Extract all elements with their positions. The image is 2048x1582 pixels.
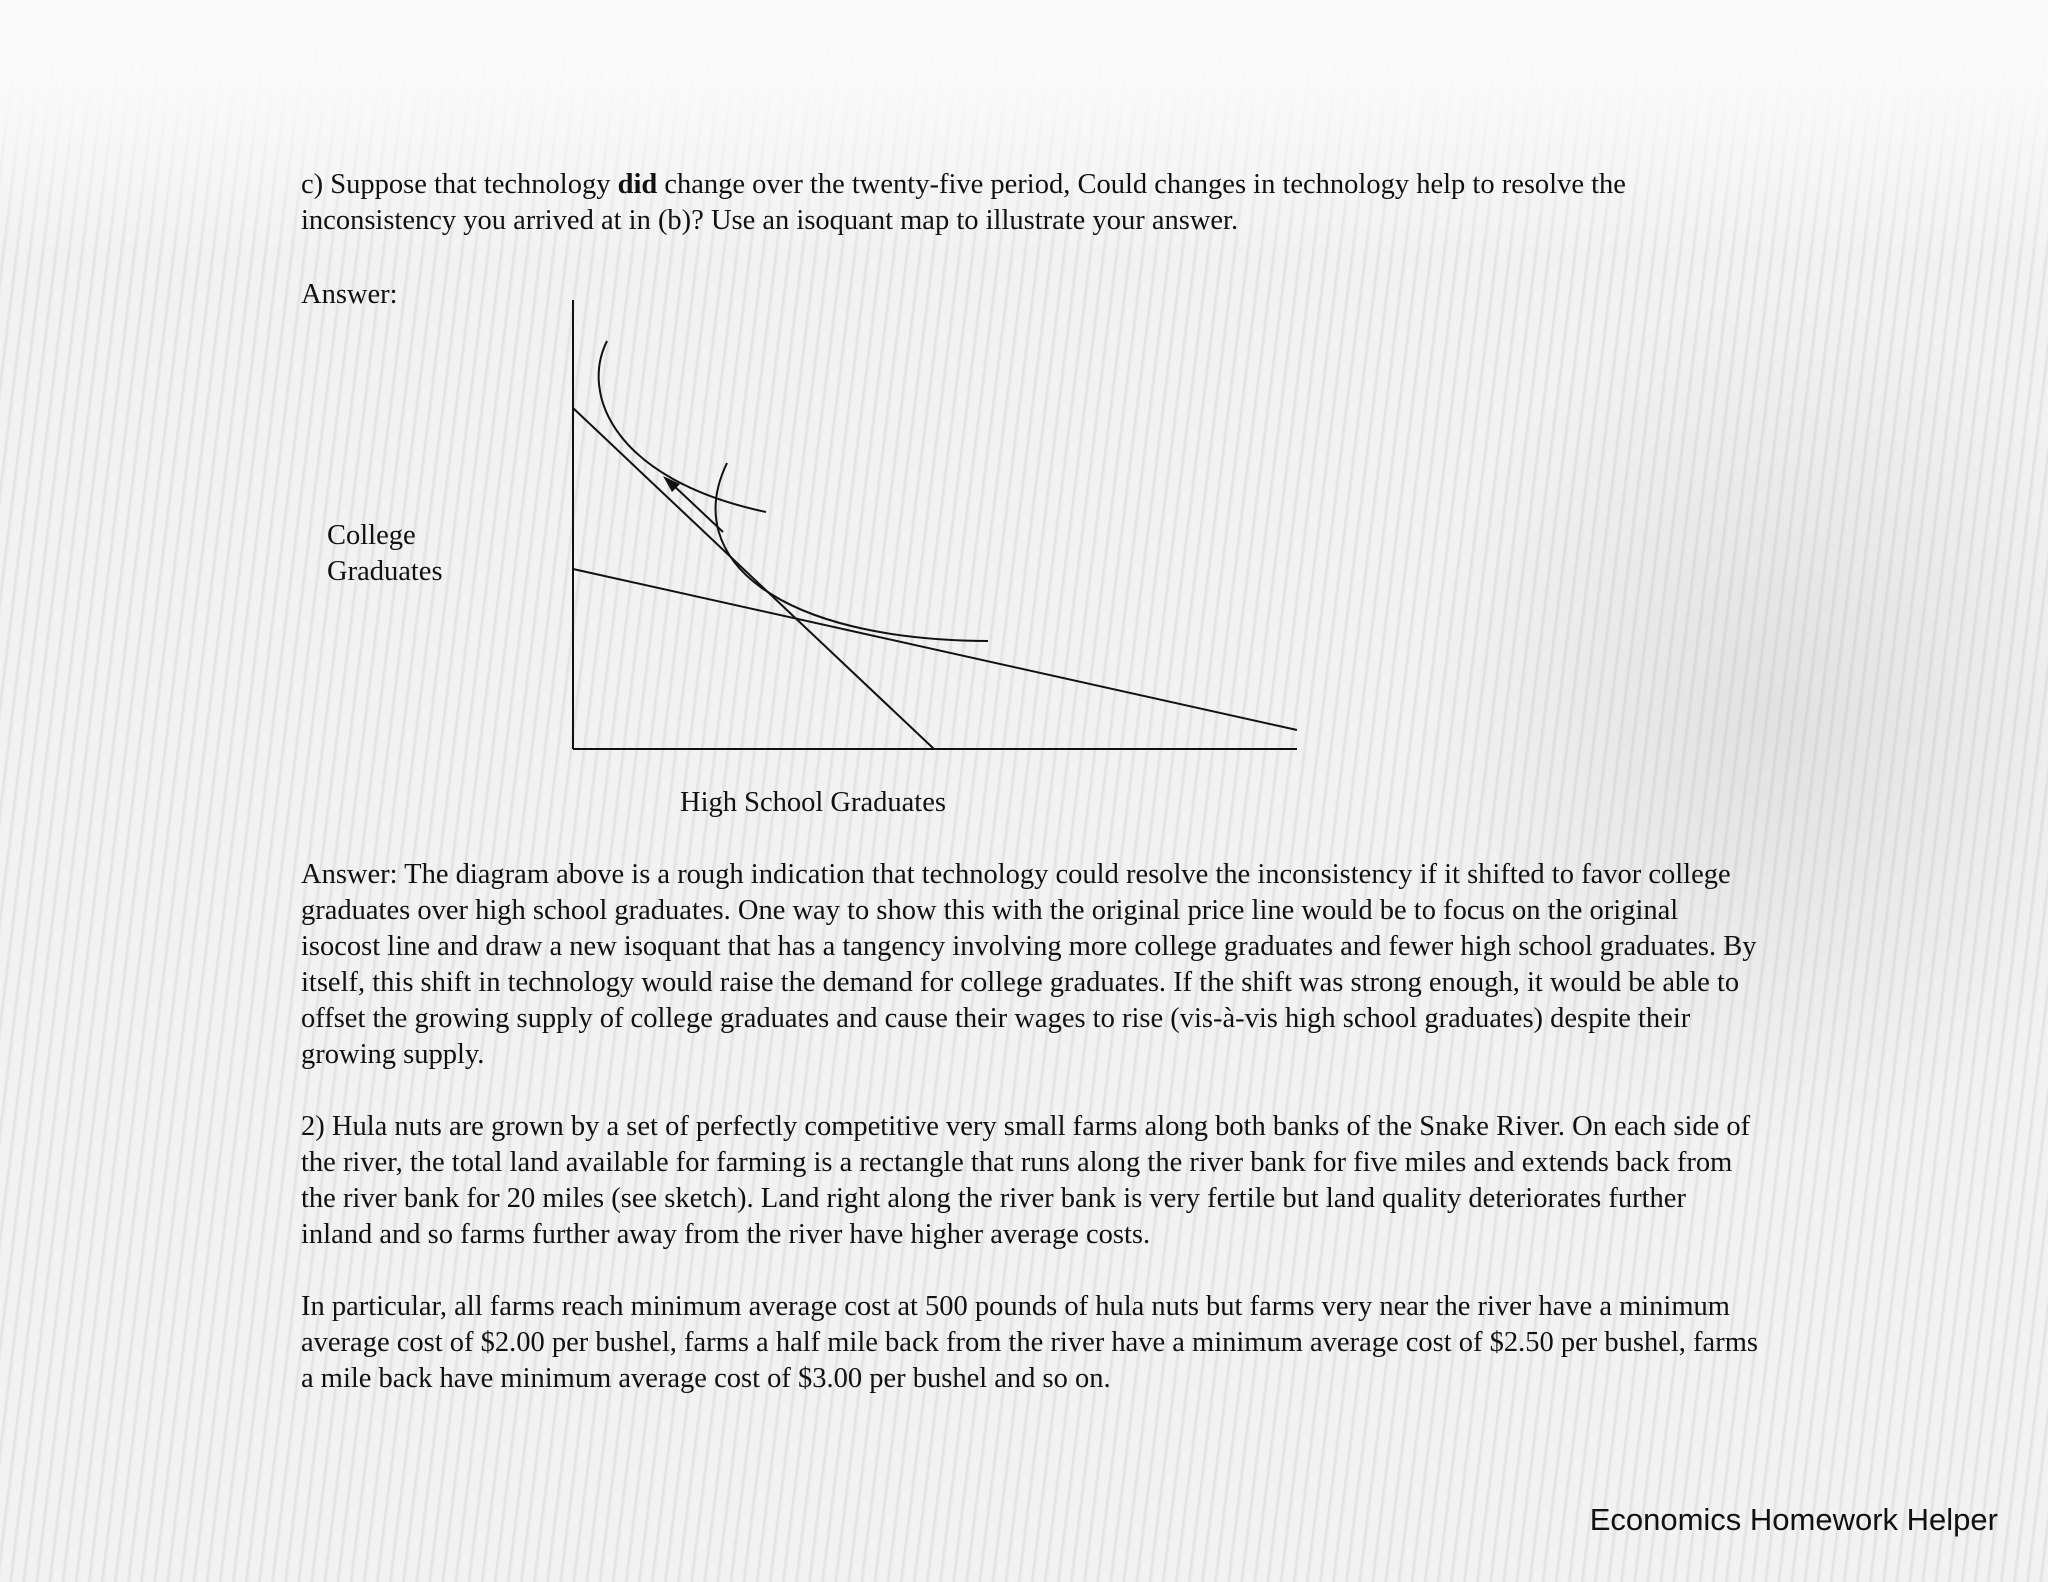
y-axis-label [327,518,443,590]
isocost-line-steep [573,408,934,749]
paragraph-gap [301,1253,1761,1289]
answer-label: Answer: [301,279,398,310]
question-c-text-start: c) Suppose that technology [301,169,618,200]
question-2-paragraph-1: 2) Hula nuts are grown by a set of perfectly competitive very small farms along both banks of the Snake River. On each side of the river, the total land available for farming is a rectangle that runs along the river bank for five miles and extends back from the river bank for 20 miles (see sketch). Land right along the river bank is very fertile but land quality deteriorates further inland and so farms further away from the river have higher average costs. [301,1111,1751,1250]
isoquant-original [716,463,988,641]
x-axis-label: High School Graduates [680,787,946,818]
question-2-paragraph-2: In particular, all farms reach minimum average cost at 500 pounds of hula nuts but farms very near the river have a minimum average cost of $2.00 per bushel, farms a half mile back from the river have a minimum average cost of $2.50 per bushel, farms a mile back have minimum average cost of $3.00 per bushel and so on. [301,1291,1758,1394]
paragraph-gap [301,1073,1761,1109]
footer-brand: Economics Homework Helper [1589,1502,1998,1537]
y-axis-label-line1: College [327,520,416,551]
isoquant-new [599,341,766,512]
question-c-bold-word: did [617,169,658,200]
isocost-line-flat [573,569,1297,730]
body-text [301,857,1761,1397]
answer-paragraph: Answer: The diagram above is a rough indication that technology could resolve the inconsistency if it shifted to favor college graduates over high school graduates. One way to show this with the original price line would be to focus on the original isocost line and draw a new isoquant that has a tangency involving more college graduates and fewer high school graduates. By itself, this shift in technology would raise the demand for college graduates. If the shift was strong enough, it would be able to offset the growing supply of college graduates and cause their wages to rise (vis-à-vis high school graduates) despite their growing supply. [301,859,1757,1070]
question-c-text-end: change over the twenty-five period, Could changes in technology help to resolve the inconsistency you arrived at in (b)? Use an isoquant map to illustrate your answer. [301,169,1626,236]
y-axis-label-line2: Graduates [327,556,443,587]
